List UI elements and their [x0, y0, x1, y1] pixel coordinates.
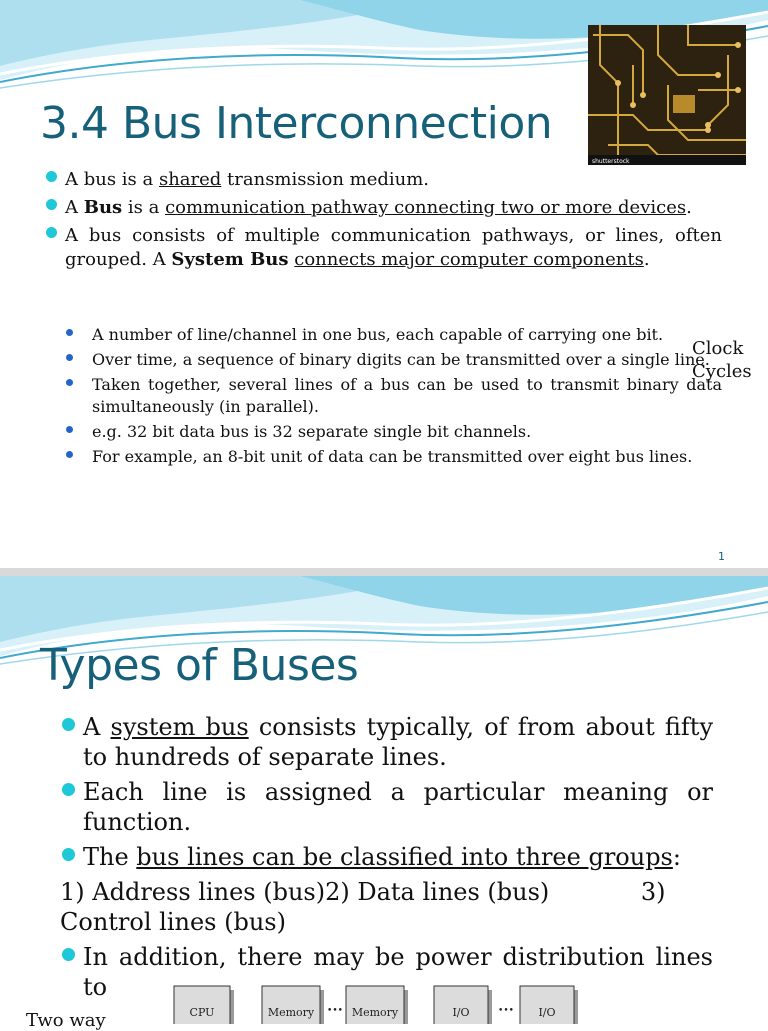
main-bullet-list	[40, 168, 722, 276]
svg-text:I/O: I/O	[538, 1006, 556, 1019]
sub-bullet-item: Over time, a sequence of binary digits can be transmitted over a single line.	[64, 349, 722, 371]
bullet-item: A bus is a shared transmission medium.	[40, 168, 722, 192]
page-number: 1	[718, 550, 725, 563]
bullet-item: A system bus consists typically, of from about fifty to hundreds of separate lines.	[60, 712, 713, 772]
bullet-item: In addition, there may be power distribution lines to	[60, 942, 713, 1002]
sub-bullet-list	[64, 324, 722, 471]
memory-module-box	[262, 986, 324, 1024]
svg-text:shutterstock: shutterstock	[592, 158, 630, 165]
side-note: Clock Cycles	[692, 338, 752, 382]
main-bullet-list	[60, 712, 713, 1007]
slide-separator	[0, 568, 768, 576]
sub-bullet-item: e.g. 32 bit data bus is 32 separate single bit channels.	[64, 421, 722, 443]
slide-title: Types of Buses	[40, 640, 359, 691]
cpu-module-box	[174, 986, 234, 1024]
sub-bullet-item: For example, an 8-bit unit of data can be transmitted over eight bus lines.	[64, 446, 722, 468]
svg-text:CPU: CPU	[189, 1006, 215, 1019]
bullet-item: A Bus is a communication pathway connecting two or more devices.	[40, 196, 722, 220]
slide-title: 3.4 Bus Interconnection	[40, 98, 553, 149]
sub-bullet-item: A number of line/channel in one bus, each capable of carrying one bit.	[64, 324, 722, 346]
ellipsis: •••	[498, 1006, 514, 1016]
memory-module-box	[346, 986, 408, 1024]
bus-diagram	[0, 976, 768, 1024]
io-module-box	[520, 986, 578, 1024]
partial-label: Two way	[26, 1010, 106, 1031]
bullet-item: Each line is assigned a particular meaning or function.	[60, 777, 713, 837]
svg-text:I/O: I/O	[452, 1006, 470, 1019]
svg-text:Memory: Memory	[351, 1006, 399, 1019]
bus-groups-line: 1) Address lines (bus)2) Data lines (bus) 3) Control lines (bus)	[60, 878, 674, 936]
bullet-item: A bus consists of multiple communication pathways, or lines, often grouped. A System Bus connects major computer components.	[40, 224, 722, 272]
svg-text:Memory: Memory	[267, 1006, 315, 1019]
ellipsis: •••	[327, 1006, 343, 1016]
io-module-box	[434, 986, 492, 1024]
sub-bullet-item: Taken together, several lines of a bus can be used to transmit binary data simultaneously (in parallel).	[64, 374, 722, 418]
circuit-board-photo	[588, 25, 746, 165]
bullet-item: The bus lines can be classified into three groups:	[60, 842, 713, 872]
